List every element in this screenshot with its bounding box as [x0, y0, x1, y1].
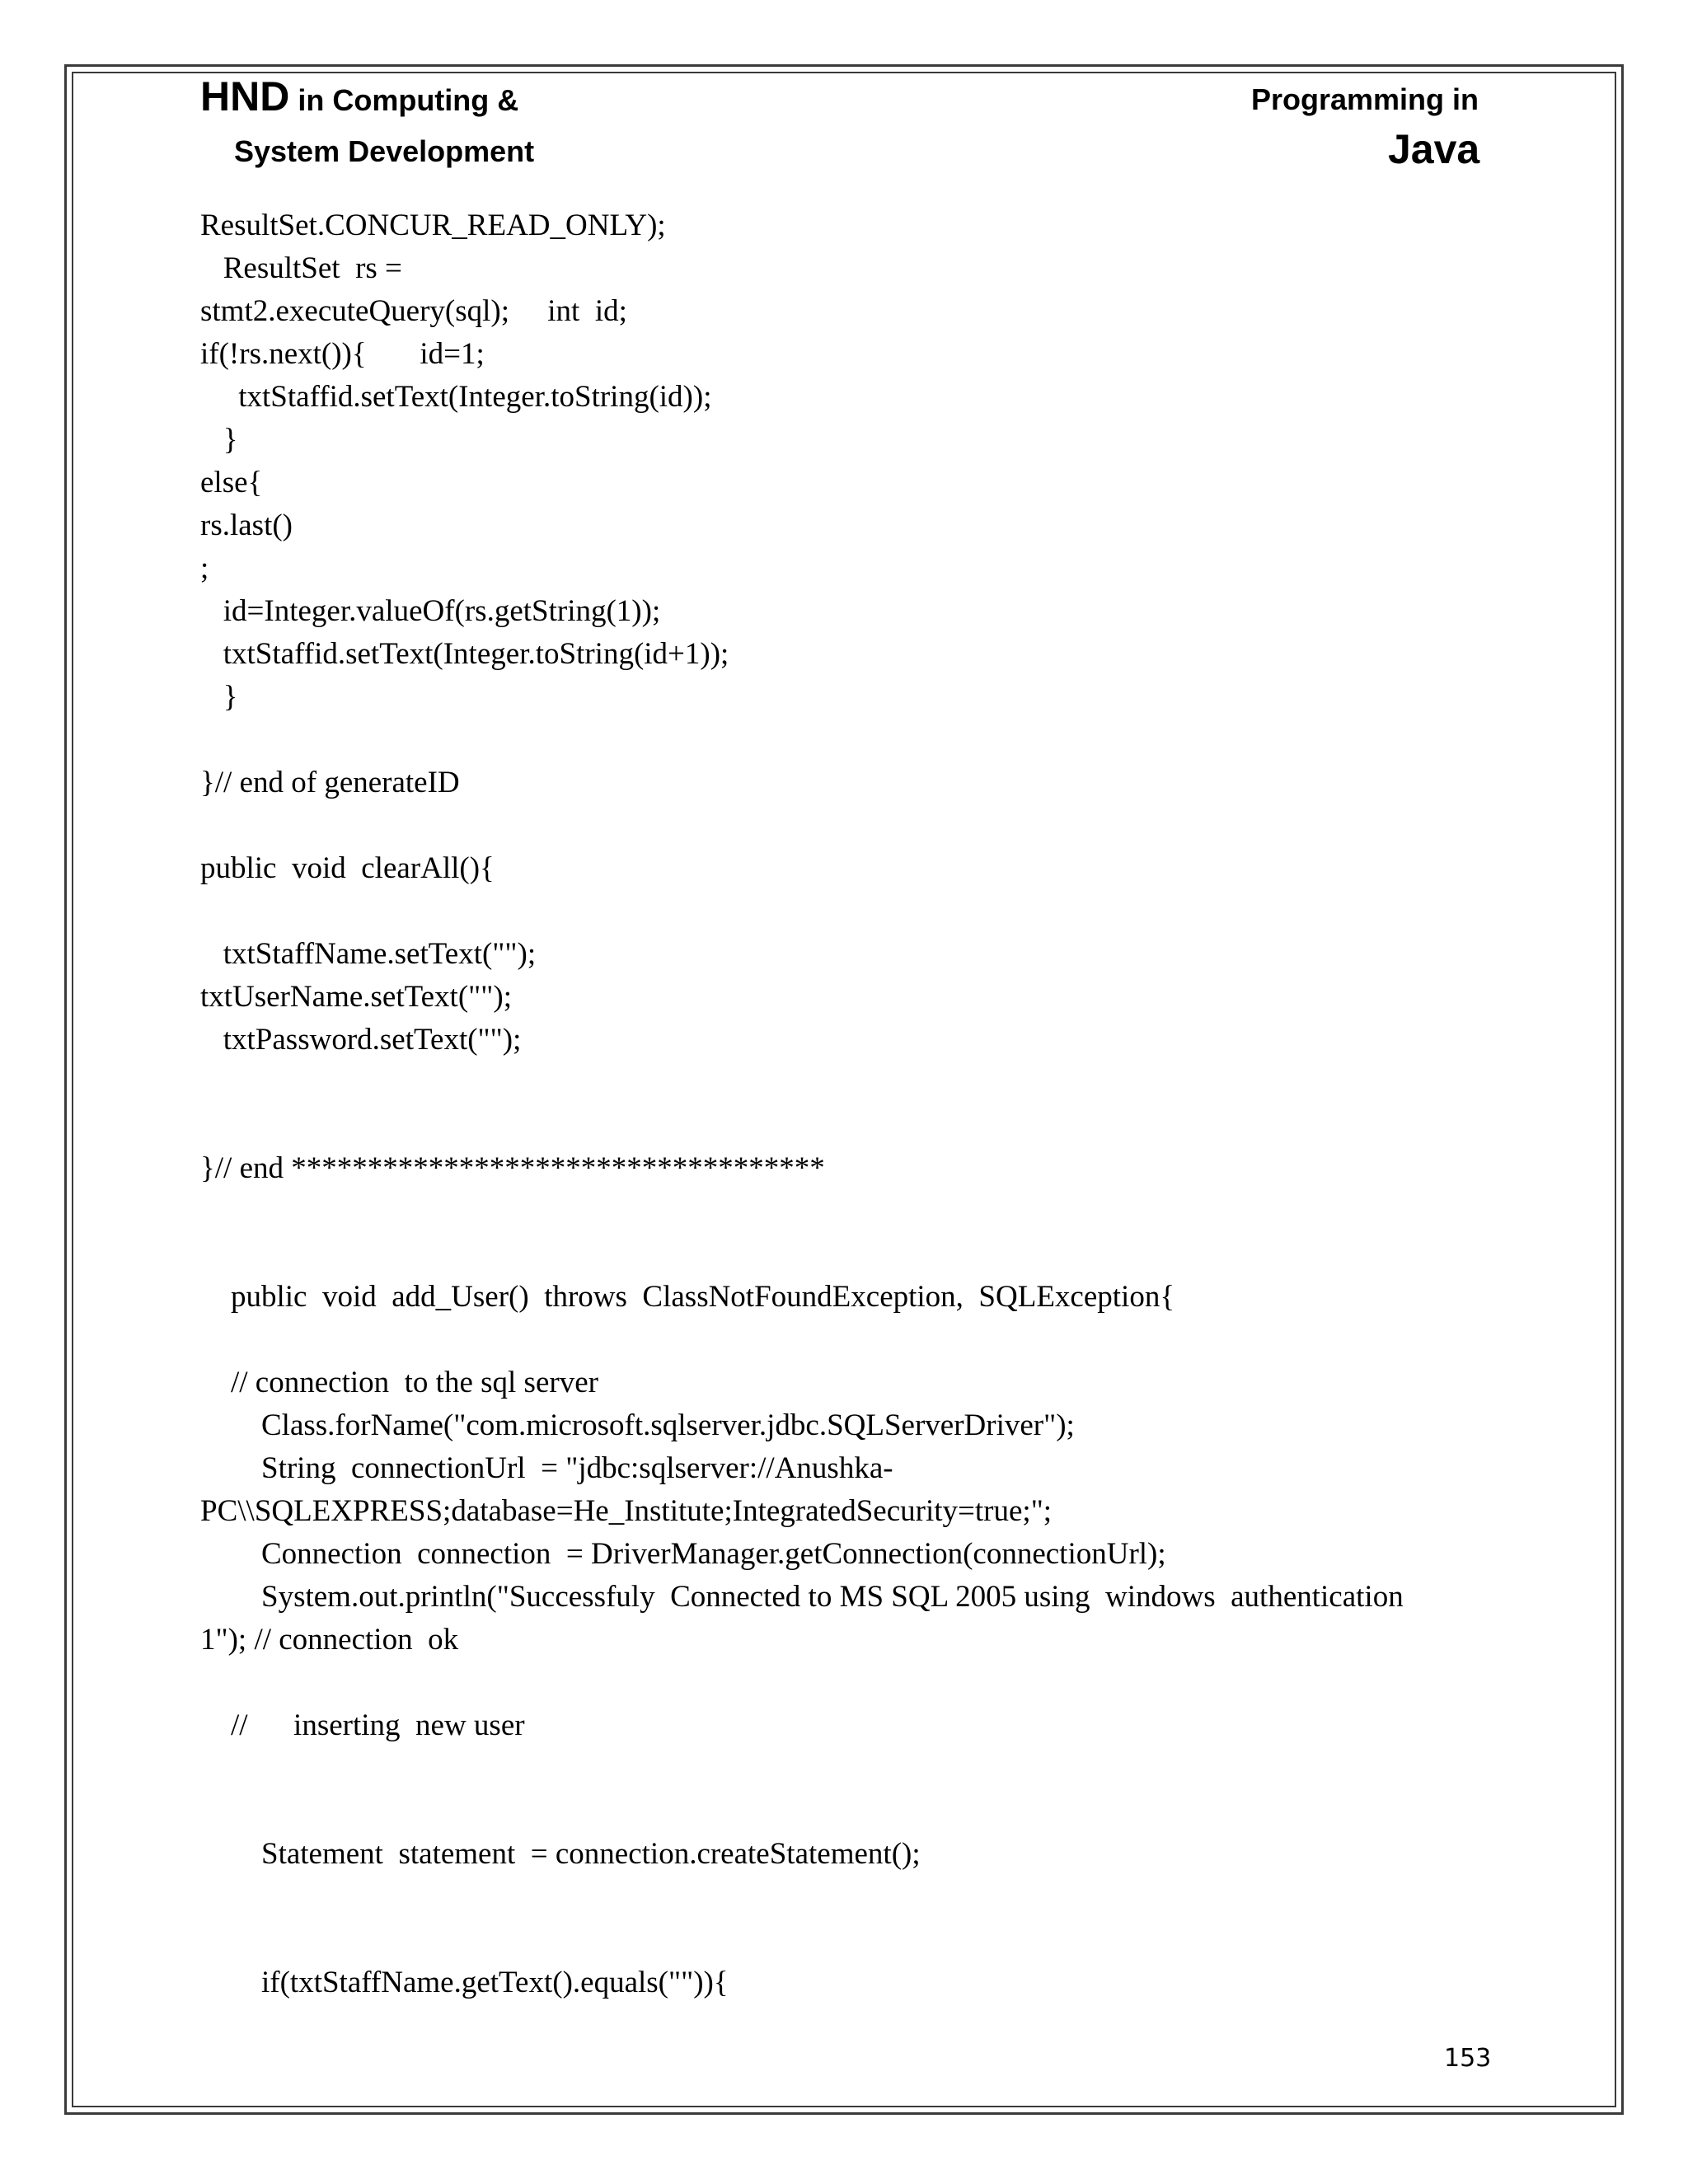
code-line: txtStaffName.setText(""); — [200, 937, 537, 971]
code-line: }// end of generateID — [200, 766, 460, 799]
code-line: String connectionUrl = "jdbc:sqlserver://Anushka- — [200, 1451, 893, 1485]
code-line — [200, 1747, 1486, 1790]
code-line: txtStaffid.setText(Integer.toString(id+1)); — [200, 637, 729, 671]
code-line — [200, 1319, 1486, 1361]
code-line: rs.last() — [200, 509, 293, 542]
code-line: Connection connection = DriverManager.getConnection(connectionUrl); — [200, 1537, 1166, 1571]
code-line: }// end *********************************** — [200, 1151, 825, 1185]
code-line: System.out.println("Successfuly Connected to MS SQL 2005 using windows authentication — [200, 1580, 1404, 1614]
code-line: public void add_User() throws ClassNotFoundException, SQLException{ — [200, 1280, 1175, 1314]
code-line: Statement statement = connection.createStatement(); — [200, 1837, 921, 1871]
code-line: ResultSet.CONCUR_READ_ONLY); — [200, 209, 666, 242]
code-line — [200, 1062, 1486, 1104]
code-line: public void clearAll(){ — [200, 851, 495, 885]
code-line — [200, 1661, 1486, 1704]
header-programming-in: Programming in — [1251, 82, 1479, 116]
code-line: txtUserName.setText(""); — [200, 980, 512, 1014]
code-line: else{ — [200, 466, 263, 499]
code-line — [200, 1104, 1486, 1147]
code-line — [200, 1233, 1486, 1276]
header-java: Java — [1388, 126, 1480, 172]
code-line: Class.forName("com.microsoft.sqlserver.jdbc.SQLServerDriver"); — [200, 1408, 1075, 1442]
code-listing — [200, 204, 1486, 2004]
code-line: PC\\SQLEXPRESS;database=He_Institute;IntegratedSecurity=true;"; — [200, 1494, 1053, 1528]
code-line — [200, 804, 1486, 847]
code-line: // connection to the sql server — [200, 1366, 598, 1399]
header-hnd: HND — [200, 73, 290, 120]
code-line: txtPassword.setText(""); — [200, 1023, 522, 1057]
code-line: } — [200, 423, 238, 457]
code-line: if(txtStaffName.getText().equals("")){ — [200, 1966, 729, 1999]
code-line — [200, 1919, 1486, 1961]
code-line: // inserting new user — [200, 1708, 525, 1742]
code-line — [200, 719, 1486, 762]
code-line: if(!rs.next()){ id=1; — [200, 337, 485, 371]
code-line — [200, 1190, 1486, 1233]
code-line — [200, 1876, 1486, 1919]
code-line: 1"); // connection ok — [200, 1623, 459, 1657]
header-system-development: System Development — [234, 134, 535, 168]
code-line — [200, 1790, 1486, 1833]
header-course-title — [200, 73, 518, 120]
code-line: ; — [200, 551, 209, 585]
code-line: id=Integer.valueOf(rs.getString(1)); — [200, 594, 661, 628]
header-in-computing: in Computing & — [289, 83, 519, 117]
code-line: stmt2.executeQuery(sql); int id; — [200, 294, 627, 328]
code-line: } — [200, 680, 238, 714]
page-number: 153 — [1444, 2044, 1492, 2073]
code-line — [200, 890, 1486, 933]
code-line: txtStaffid.setText(Integer.toString(id)); — [200, 380, 712, 414]
code-line: ResultSet rs = — [200, 251, 402, 285]
